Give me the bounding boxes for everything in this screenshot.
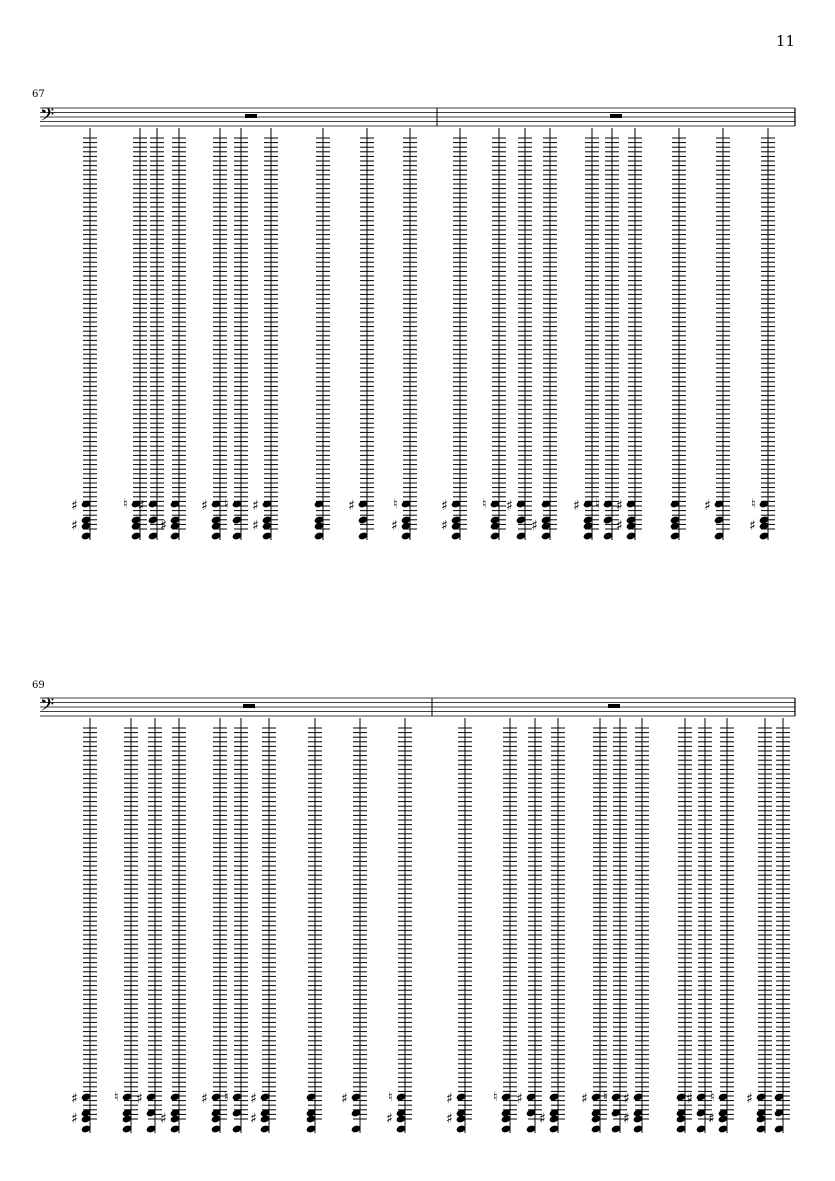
sharp-icon: ♯: [516, 1091, 523, 1107]
natural-icon: ♮: [710, 1090, 715, 1105]
sharp-icon: ♯: [250, 1091, 257, 1107]
natural-icon: ♮: [603, 1090, 608, 1105]
sharp-icon: ♯: [348, 498, 355, 514]
sharp-icon: ♯: [71, 1111, 78, 1127]
sharp-icon: ♯: [391, 518, 398, 534]
sharp-icon: ♯: [201, 1091, 208, 1107]
sharp-icon: ♯: [446, 1091, 453, 1107]
sharp-icon: ♯: [539, 1111, 546, 1127]
sharp-icon: ♯: [71, 498, 78, 514]
whole-rest: [245, 114, 257, 118]
bass-clef-icon: 𝄢: [40, 105, 55, 130]
sharp-icon: ♯: [749, 518, 756, 534]
whole-rest: [610, 114, 622, 118]
sharp-icon: ♯: [531, 518, 538, 534]
sharp-icon: ♯: [160, 1111, 167, 1127]
sharp-icon: ♯: [581, 1091, 588, 1107]
whole-rest: [243, 704, 255, 708]
sharp-icon: ♯: [341, 1091, 348, 1107]
sharp-icon: ♯: [746, 1091, 753, 1107]
natural-icon: ♮: [595, 497, 600, 512]
sharp-icon: ♯: [616, 498, 623, 514]
sharp-icon: ♯: [136, 1091, 143, 1107]
whole-rest: [608, 704, 620, 708]
sharp-icon: ♯: [160, 518, 167, 534]
bass-clef-icon: 𝄢: [40, 695, 55, 720]
sharp-icon: ♯: [446, 1111, 453, 1127]
natural-icon: ♮: [224, 1090, 229, 1105]
sharp-icon: ♯: [704, 498, 711, 514]
natural-icon: ♮: [388, 1090, 393, 1105]
sharp-icon: ♯: [252, 518, 259, 534]
natural-icon: ♮: [751, 497, 756, 512]
natural-icon: ♮: [114, 1090, 119, 1105]
sharp-icon: ♯: [441, 518, 448, 534]
sharp-icon: ♯: [441, 498, 448, 514]
sharp-icon: ♯: [201, 498, 208, 514]
sharp-icon: ♯: [252, 498, 259, 514]
measure-number-69: 69: [32, 680, 45, 691]
sharp-icon: ♯: [686, 1091, 693, 1107]
sharp-icon: ♯: [708, 1111, 715, 1127]
sharp-icon: ♯: [250, 1111, 257, 1127]
page-number: 11: [775, 32, 795, 50]
natural-icon: ♮: [393, 497, 398, 512]
natural-icon: ♮: [123, 497, 128, 512]
sharp-icon: ♯: [616, 518, 623, 534]
natural-icon: ♮: [482, 497, 487, 512]
sharp-icon: ♯: [623, 1111, 630, 1127]
sharp-icon: ♯: [573, 498, 580, 514]
sharp-icon: ♯: [386, 1111, 393, 1127]
sharp-icon: ♯: [71, 1091, 78, 1107]
measure-number-67: 67: [32, 89, 45, 100]
sharp-icon: ♯: [138, 498, 145, 514]
natural-icon: ♮: [224, 497, 229, 512]
sharp-icon: ♯: [71, 518, 78, 534]
natural-icon: ♮: [493, 1090, 498, 1105]
sharp-icon: ♯: [623, 1091, 630, 1107]
sharp-icon: ♯: [506, 498, 513, 514]
